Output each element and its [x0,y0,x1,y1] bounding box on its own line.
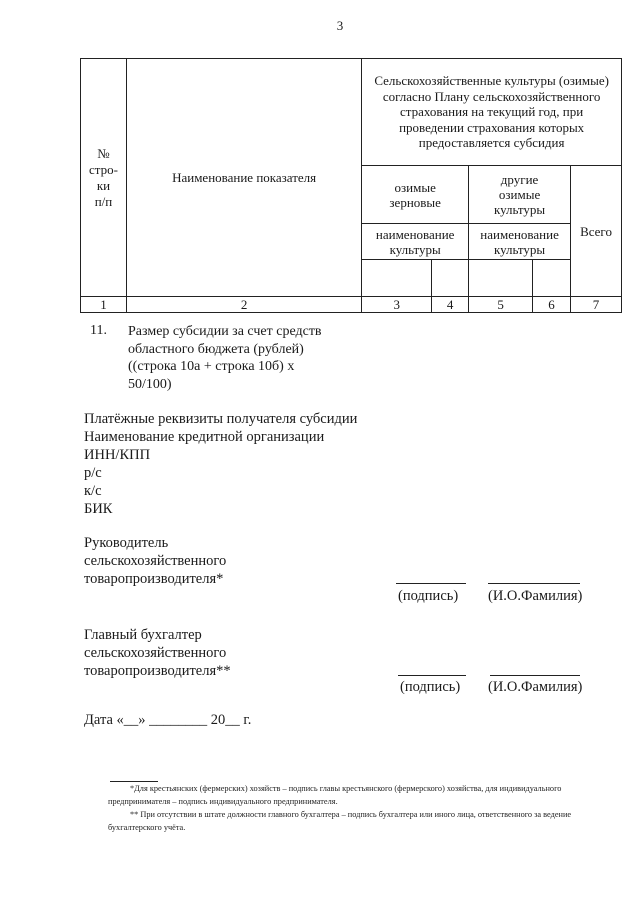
accountant-signature-caption: (подпись) [400,679,461,695]
header-winter-grain: озимые зерновые [362,166,469,224]
column-number: 6 [533,297,571,313]
column-number: 7 [571,297,622,313]
head-name-line [488,583,580,584]
header-crop-name-2: наименование культуры [469,224,571,260]
header-crops: Сельскохозяйственные культуры (озимые) согласно Плану сельскохозяйственного страхования на текущий год, при проведении страхования которых предоставляется субсидия [362,59,622,166]
accountant-name-line [490,675,580,676]
head-signature-caption: (подпись) [398,588,459,604]
inn-kpp-label: ИНН/КПП [84,447,151,463]
settlement-account-label: р/с [84,465,102,481]
column-number: 1 [81,297,127,313]
empty-cell [432,260,469,297]
head-title: Руководитель сельскохозяйственного товаропроизводителя* [84,535,227,587]
subsidy-table [80,58,622,313]
empty-cell [533,260,571,297]
payment-requisites [84,410,357,518]
accountant-signature-line [398,675,466,676]
column-number: 3 [362,297,432,313]
header-indicator-name: Наименование показателя [126,59,361,297]
requisites-title: Платёжные реквизиты получателя субсидии [84,411,358,427]
row-11-number: 11. [90,323,107,338]
accountant-name-caption: (И.О.Фамилия) [488,679,583,695]
accountant-title: Главный бухгалтер сельскохозяйственного товаропроизводителя** [84,627,231,679]
row-11-description: Размер субсидии за счет средств областного бюджета (рублей) ((строка 10а + строка 10б) x 50/100) [128,324,322,392]
header-other-winter: другие озимые культуры [469,166,571,224]
bank-name-label: Наименование кредитной организации [84,429,325,445]
column-number: 2 [126,297,361,313]
head-signature-line [396,583,466,584]
column-number: 4 [432,297,469,313]
date-line: Дата «__» ________ 20__ г. [84,712,252,728]
header-total: Всего [571,166,622,297]
header-crop-name-1: наименование культуры [362,224,469,260]
column-number: 5 [469,297,533,313]
footnote-1: *Для крестьянских (фермерских) хозяйств – подпись главы крестьянского (фермерского) хозяйства, для индивидуального предпринимателя – подпись индивидуального предпринимателя. [108,784,562,806]
header-row-number: № стро- ки п/п [81,59,127,297]
footnote-separator [110,781,158,782]
empty-cell [469,260,533,297]
page-number: 3 [336,18,344,33]
head-name-caption: (И.О.Фамилия) [488,588,583,604]
footnote-2: ** При отсутствии в штате должности главного бухгалтера – подпись бухгалтера или иного лица, ответственного за ведение бухгалтерского учёта. [108,810,572,832]
empty-cell [362,260,432,297]
bik-label: БИК [84,501,113,517]
correspondent-account-label: к/с [84,483,102,499]
